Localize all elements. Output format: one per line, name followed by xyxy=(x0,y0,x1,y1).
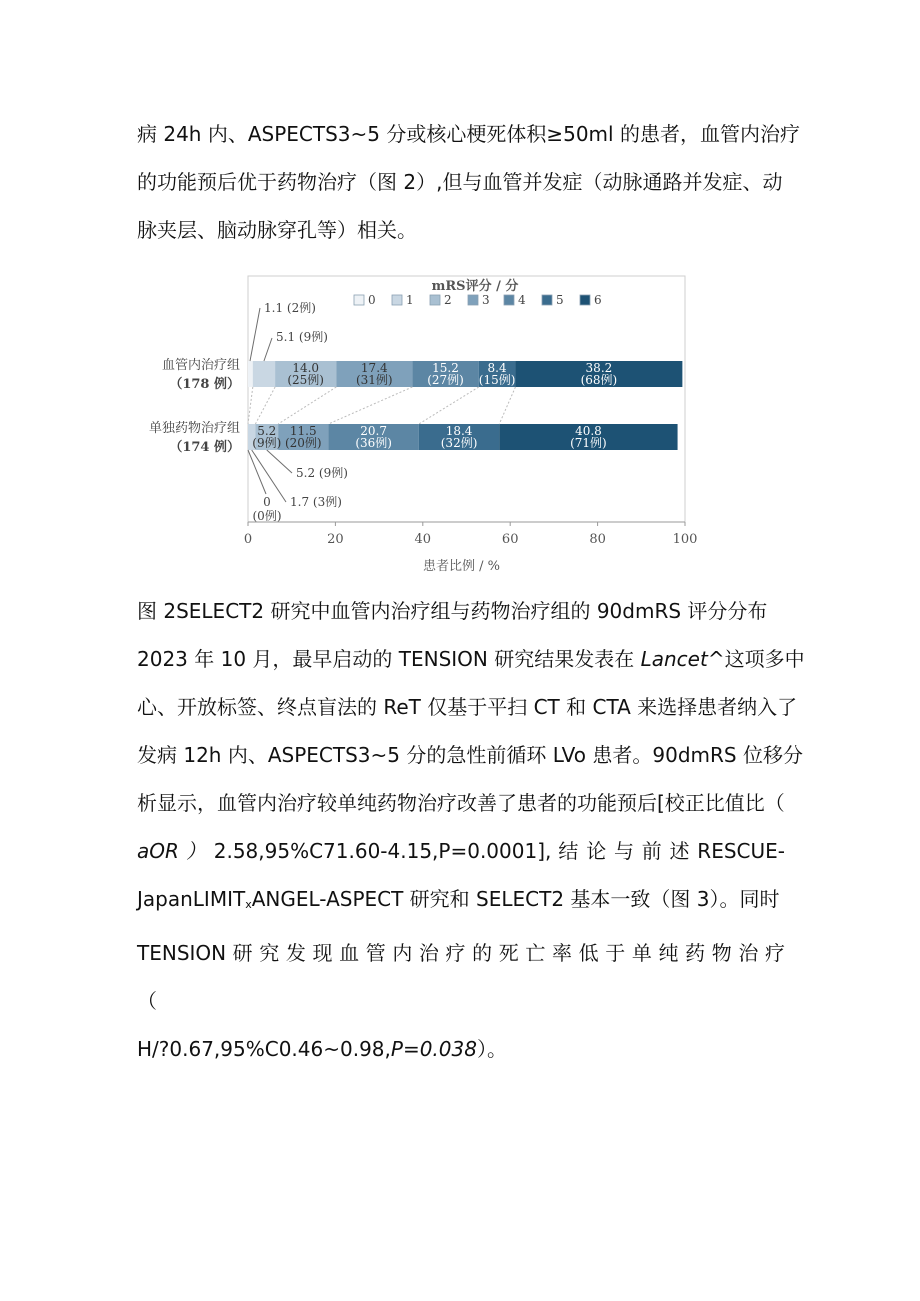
legend-swatch xyxy=(392,295,402,305)
connector-line xyxy=(278,387,336,424)
bar-count-label: (20例) xyxy=(284,436,322,450)
text-line: H/?0.67,95%C0.46~0.98,P=0.038）。 xyxy=(137,1037,507,1061)
text-line: 病 24h 内、ASPECTS3~5 分或核心梗死体积≥50ml 的患者，血管内治疗 xyxy=(137,122,800,146)
callout-label: 1.7 (3例) xyxy=(290,495,342,509)
legend-swatch xyxy=(542,295,552,305)
legend-swatch xyxy=(354,295,364,305)
x-tick-label: 80 xyxy=(589,532,606,547)
text-line: 脉夹层、脑动脉穿孔等）相关。 xyxy=(137,218,417,242)
callout-line xyxy=(250,308,260,361)
bar-value-label: 18.4 xyxy=(445,424,473,438)
bar-value-label: 17.4 xyxy=(360,361,388,375)
legend-swatch xyxy=(580,295,590,305)
connector-line xyxy=(419,387,479,424)
text-line: 析显示，血管内治疗较单纯药物治疗改善了患者的功能预后[校正比值比（ xyxy=(137,791,785,815)
connector-line xyxy=(328,387,412,424)
legend-swatch xyxy=(468,295,478,305)
legend-label: 3 xyxy=(482,293,490,307)
x-tick-label: 20 xyxy=(327,532,344,547)
callout-line xyxy=(248,450,266,494)
text-line: TENSION 研 究 发 现 血 管 内 治 疗 的 死 亡 率 低 于 单 纯 药 物 治 疗（ xyxy=(137,941,785,1013)
bar-value-label: 20.7 xyxy=(360,424,387,438)
text-line: aOR ） 2.58,95%C71.60-4.15,P=0.0001], 结 论 与 前 述 RESCUE- xyxy=(137,839,785,863)
group-n-label: （174 例） xyxy=(169,440,240,455)
callout-label: (0例) xyxy=(252,509,282,523)
legend-swatch xyxy=(504,295,514,305)
callout-label: 1.1 (2例) xyxy=(264,301,316,315)
x-axis-label: 患者比例 / % xyxy=(423,559,500,574)
text-line: 2023 年 10 月，最早启动的 TENSION 研究结果发表在 Lancet^这项多中 xyxy=(137,647,805,671)
callout-label: 0 xyxy=(263,495,271,509)
bar-value-label: 15.2 xyxy=(432,361,459,375)
x-tick-label: 40 xyxy=(414,532,432,547)
bar-value-label: 8.4 xyxy=(487,361,507,375)
bar-count-label: (15例) xyxy=(478,373,516,387)
group-n-label: （178 例） xyxy=(169,377,240,392)
connector-line xyxy=(499,387,515,424)
legend-label: 1 xyxy=(406,293,414,307)
bar-count-label: (68例) xyxy=(580,373,618,387)
figure-caption: 图 2SELECT2 研究中血管内治疗组与药物治疗组的 90dmRS 评分分布 xyxy=(137,599,768,623)
legend-label: 6 xyxy=(594,293,602,307)
x-tick-label: 60 xyxy=(501,532,519,547)
callout-label: 5.2 (9例) xyxy=(296,466,348,480)
journal-name: Lancet xyxy=(640,647,708,671)
paragraph-2 xyxy=(137,635,805,1073)
connector-line xyxy=(248,387,253,424)
bar-count-label: (9例) xyxy=(252,436,282,450)
bar-segment xyxy=(248,361,253,387)
legend-title: mRS评分 / 分 xyxy=(431,279,519,294)
legend-label: 4 xyxy=(518,293,526,307)
bar-count-label: (27例) xyxy=(427,373,464,387)
paragraph-1 xyxy=(137,110,800,254)
bar-count-label: (31例) xyxy=(355,373,393,387)
callout-line xyxy=(264,338,272,361)
bar-value-label: 11.5 xyxy=(289,424,317,438)
mrs-stacked-bar-chart xyxy=(130,268,710,578)
group-label: 血管内治疗组 xyxy=(161,358,240,373)
x-tick-label: 100 xyxy=(672,532,698,547)
text-line: 发病 12h 内、ASPECTS3~5 分的急性前循环 LVo 患者。90dmRS 位移分 xyxy=(137,743,803,767)
bar-value-label: 40.8 xyxy=(575,424,602,438)
x-tick-label: 0 xyxy=(243,532,253,547)
bar-value-label: 5.2 xyxy=(257,424,277,438)
bar-count-label: (32例) xyxy=(440,436,478,450)
group-label: 单独药物治疗组 xyxy=(148,421,240,436)
bar-segment xyxy=(253,361,275,387)
text-line: 心、开放标签、终点盲法的 ReT 仅基于平扫 CT 和 CTA 来选择患者纳入了 xyxy=(137,695,798,719)
bar-count-label: (25例) xyxy=(287,373,325,387)
connector-line xyxy=(255,387,275,424)
legend-label: 2 xyxy=(444,293,452,307)
text-line: JapanLIMIT$_x$ANGEL-ASPECT 研究和 SELECT2 基本一致（图 3）。同时 xyxy=(137,887,780,911)
legend-label: 5 xyxy=(556,293,564,307)
text-line: 的功能预后优于药物治疗（图 2）,但与血管并发症（动脉通路并发症、动 xyxy=(137,170,783,194)
callout-label: 5.1 (9例) xyxy=(276,330,328,344)
bar-value-label: 38.2 xyxy=(585,361,613,375)
callout-line xyxy=(267,450,292,473)
legend-swatch xyxy=(430,295,440,305)
bar-count-label: (36例) xyxy=(355,436,392,450)
bar-count-label: (71例) xyxy=(570,436,607,450)
bar-value-label: 14.0 xyxy=(292,361,320,375)
legend-label: 0 xyxy=(368,293,376,307)
